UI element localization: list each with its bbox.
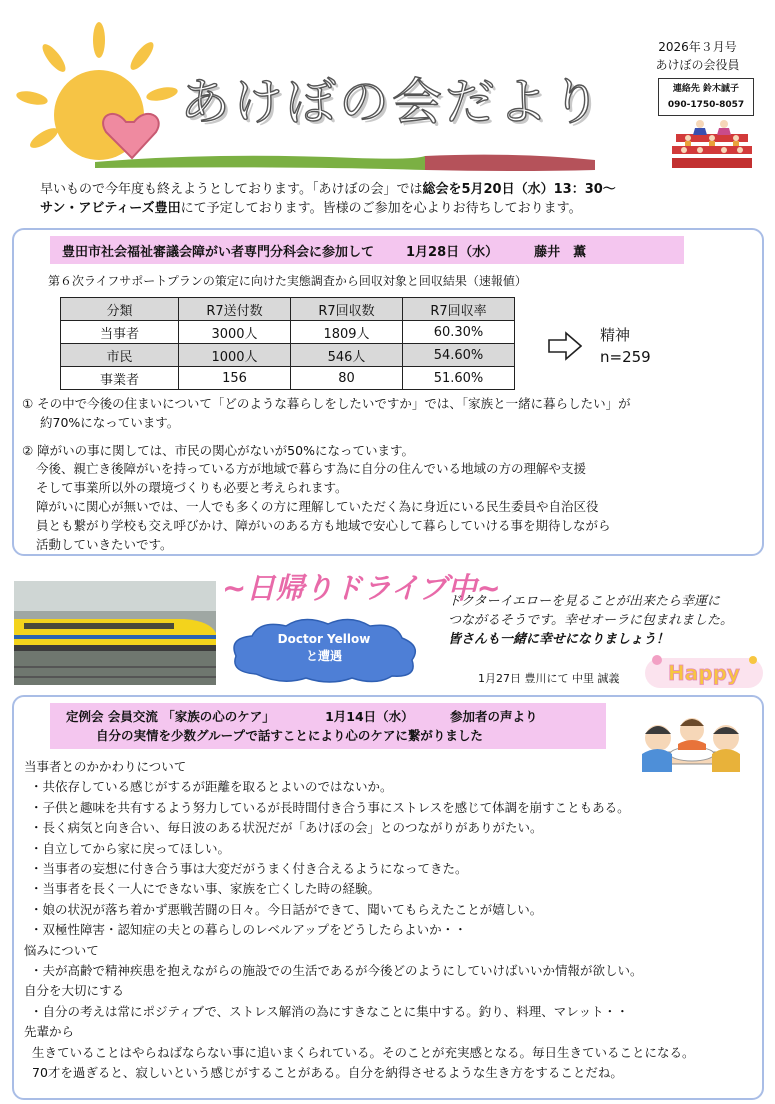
table-row — [61, 367, 515, 390]
member-voices — [24, 757, 764, 1084]
table-cell: 事業者 — [61, 367, 179, 390]
section1-date: 1月28日（水） — [406, 244, 499, 260]
point2-line2: 今後、親亡き後障がいを持っている方が地域で暮らす為に自分の住んでいる地域の方の理解や支援 — [36, 461, 587, 476]
drive-line1: ドクターイエローを見ることが出来たら幸運に — [448, 594, 720, 609]
table-cell: 546人 — [291, 344, 403, 367]
list-item: ・当事者を長く一人にできない事、家族を亡くした時の経験。 — [30, 881, 381, 897]
list-item: ・当事者の妄想に付き合う事は大変だがうまく付き合えるようになってきた。 — [30, 861, 468, 877]
point2-line6: 活動していきたいです。 — [36, 537, 173, 552]
cloud-line1: Doctor Yellow — [277, 632, 371, 646]
newsletter-title: あけぼの会だより — [180, 73, 604, 131]
list-item: 70才を過ぎると、寂しいという感じがすることがある。自分を納得させるような生き方をすることだね。 — [32, 1065, 623, 1081]
mental-count: n=259 — [600, 348, 651, 366]
contact-box — [658, 78, 754, 116]
intro-line2-post: にて予定しております。皆様のご参加を心よりお待ちしております。 — [180, 201, 582, 216]
right-arrow-icon — [548, 331, 582, 361]
table-header: R7回収数 — [291, 298, 403, 321]
list-item: ・自分の考えは常にポジティブで、ストレス解消の為にすきなことに集中する。釣り、料理、マレット・・ — [30, 1003, 629, 1019]
table-header: 分類 — [61, 298, 179, 321]
table-header: R7回収率 — [403, 298, 515, 321]
list-item: 生きていることはやらねばならない事に追いまくられている。そのことが充実感となる。毎日生きていることになる。 — [32, 1044, 695, 1060]
drive-text — [448, 592, 768, 649]
meeting-venue: サン・アビティーズ豊田 — [40, 201, 181, 216]
general-meeting-date: 総会を5月20日（水）13：30～ — [422, 182, 616, 197]
table-cell: 51.60% — [403, 367, 515, 390]
contact-phone: 090-1750-8057 — [667, 100, 745, 110]
list-item: ・子供と趣味を共有するよう努力しているが長時間付き合う事にストレスを感じて体調を崩すこともある。 — [30, 799, 630, 815]
list-item: ・長く病気と向き合い、毎日波のある状況だが「あけぼの会」とのつながりがありがたい。 — [30, 820, 543, 836]
table-row — [61, 321, 515, 344]
list-item: ・双極性障害・認知症の夫との暮らしのレベルアップをどうしたらよいか・・ — [30, 922, 467, 938]
point1-line1: ① その中で今後の住まいについて「どのような暮らしをしたいですか」では、「家族と一緒に暮らしたい」が — [22, 396, 631, 411]
table-cell: 1809人 — [291, 321, 403, 344]
section1-heading-bar — [50, 236, 684, 264]
topic-heading: 悩みについて — [24, 942, 99, 958]
section3-heading-bar — [50, 703, 606, 749]
survey-table — [60, 297, 515, 390]
point2-line1: ② 障がいの事に関しては、市民の関心がないが50%になっています。 — [22, 443, 414, 458]
intro-line1-pre: 早いもので今年度も終えようとしております。「あけぼの会」では — [40, 182, 423, 197]
issue-date: 2026年３月号 — [658, 40, 737, 54]
list-item: ・娘の状況が落ち着かず悪戦苦闘の日々。今日話ができて、聞いてもらえたことが嬉しい。 — [30, 901, 543, 917]
table-cell: 3000人 — [179, 321, 291, 344]
drive-line3: 皆さんも一緒に幸せになりましょう！ — [448, 632, 670, 647]
cloud-line2: と遭遇 — [305, 649, 342, 663]
drive-title: ~日帰りドライブ中~ — [222, 571, 501, 605]
section3-date: 1月14日（水） — [325, 709, 414, 724]
table-header: R7送付数 — [179, 298, 291, 321]
publisher: あけぼの会役員 — [655, 58, 740, 72]
section3-subheading: 自分の実情を少数グループで話すことにより心のケアに繋がりました — [96, 728, 483, 743]
list-item: ・共依存している感じがするが距離を取るとよいのではないか。 — [30, 779, 393, 795]
section3-heading: 定例会 会員交流 「家族の心のケア」 — [66, 709, 275, 724]
sun-heart-logo — [14, 20, 184, 170]
table-row — [61, 344, 515, 367]
section1-heading: 豊田市社会福祉審議会障がい者専門分科会に参加して — [62, 244, 375, 260]
table-cell: 80 — [291, 367, 403, 390]
hina-dolls-icon — [672, 116, 752, 168]
happy-text: Happy — [668, 661, 740, 685]
section1-author: 藤井 薫 — [534, 244, 587, 260]
topic-heading: 当事者とのかかわりについて — [24, 759, 187, 774]
table-cell: 1000人 — [179, 344, 291, 367]
point2-line3: そして事業所以外の環境づくりも必要と考えられます。 — [36, 480, 348, 495]
drive-line2: つながるそうです。幸せオーラに包まれました。 — [448, 613, 733, 628]
drive-caption: 1月27日 豊川にて 中里 誠義 — [478, 672, 620, 685]
table-cell: 市民 — [61, 344, 179, 367]
mental-label: 精神 — [600, 326, 631, 344]
contact-name: 連絡先 鈴木誠子 — [672, 84, 740, 94]
intro-text — [40, 180, 750, 218]
title-swoosh — [95, 150, 595, 172]
topic-heading: 先輩から — [24, 1024, 75, 1040]
point1-line2: 約70%になっています。 — [40, 415, 180, 430]
list-item: ・夫が高齢で精神疾患を抱えながらの施設での生活であるが今後どのようにしていけばいいか情報が欲しい。 — [30, 963, 643, 979]
point2-line5: 員とも繋がり学校も交え呼びかけ、障がいのある方も地域で安心して暮らしていける事を期待しながら — [36, 518, 611, 533]
table-cell: 156 — [179, 367, 291, 390]
table-cell: 当事者 — [61, 321, 179, 344]
point2-line4: 障がいに関心が無いでは、一人でも多くの方に理解していただく為に身近にいる民生委員や自治区役 — [36, 499, 599, 514]
section3-voices: 参加者の声より — [450, 709, 538, 724]
happy-badge — [643, 652, 765, 690]
topic-heading: 自分を大切にする — [24, 983, 125, 999]
table-header-row — [61, 298, 515, 321]
doctor-yellow-train-photo — [14, 581, 216, 685]
survey-subtitle: 第６次ライフサポートプランの策定に向けた実態調査から回収対象と回収結果（速報値） — [48, 274, 527, 288]
table-cell: 60.30% — [403, 321, 515, 344]
issue-info — [630, 38, 765, 74]
mental-sample — [600, 324, 651, 368]
cloud-text — [236, 631, 412, 665]
list-item: ・自立してから家に戻ってほしい。 — [30, 840, 231, 856]
table-cell: 54.60% — [403, 344, 515, 367]
